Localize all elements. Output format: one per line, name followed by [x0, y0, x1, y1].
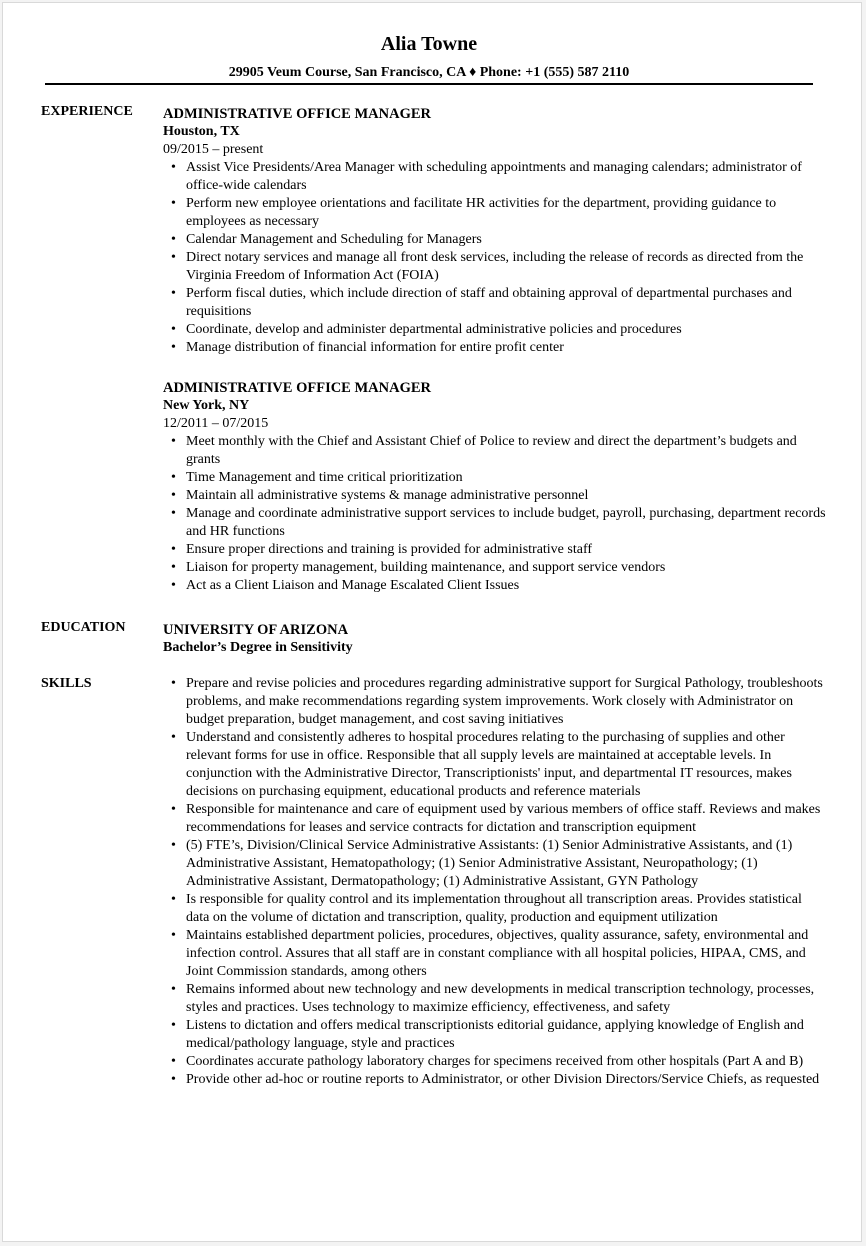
list-item: • Understand and consistently adheres to hospital procedures relating to the purchasing of supplies and other relevant forms for use in office. Responsible that all supply levels are maintained at acceptable levels. In conjunction with the Administrative Director, Transcriptionists' input, and departmental IT resources, makes decisions on purchasing equipment, educational products and reference materials: [186, 729, 828, 801]
list-item: • Responsible for maintenance and care of equipment used by various members of office staff. Reviews and makes recommendations for leases and service contracts for dictation and transcription equipment: [186, 801, 828, 837]
skills-entry: [163, 675, 828, 1089]
resume-page: [2, 2, 862, 1242]
list-item: • Maintain all administrative systems & manage administrative personnel: [186, 487, 828, 505]
list-item: • Provide other ad-hoc or routine reports to Administrator, or other Division Directors/Service Chiefs, as requested: [186, 1071, 828, 1089]
job-location: New York, NY: [163, 398, 250, 413]
list-item: • Meet monthly with the Chief and Assistant Chief of Police to review and direct the department’s budgets and grants: [186, 433, 828, 469]
list-item: • Calendar Management and Scheduling for Managers: [186, 231, 828, 249]
list-item: • Direct notary services and manage all front desk services, including the release of records as directed from the Virginia Freedom of Information Act (FOIA): [186, 249, 828, 285]
job-bullets: [163, 433, 828, 595]
list-item: • Coordinates accurate pathology laboratory charges for specimens received from other hospitals (Part A and B): [186, 1053, 828, 1071]
list-item: • Assist Vice Presidents/Area Manager with scheduling appointments and managing calendars; administrator of office-wide calendars: [186, 159, 828, 195]
list-item: • Prepare and revise policies and procedures regarding administrative support for Surgical Pathology, troubleshoots problems, and make recommendations regarding system improvements. Work closely with Administrator on budget preparation, budget management, and cost saving initiatives: [186, 675, 828, 729]
section-label-skills: SKILLS: [41, 676, 92, 691]
list-item: • Remains informed about new technology and new developments in medical transcription technology, processes, styles and practices. Uses technology to maximize efficiency, effectiveness, and safety: [186, 981, 828, 1017]
section-label-education: EDUCATION: [41, 620, 126, 635]
education-entry: [163, 621, 828, 657]
school-name: UNIVERSITY OF ARIZONA: [163, 622, 349, 638]
candidate-name: Alia Towne: [380, 33, 478, 55]
list-item: • Ensure proper directions and training is provided for administrative staff: [186, 541, 828, 559]
contact-line: 29905 Veum Course, San Francisco, CA ♦ Phone: +1 (555) 587 2110: [228, 65, 630, 80]
skills-bullets: [163, 675, 828, 1089]
header-divider: [45, 83, 813, 85]
list-item: • Coordinate, develop and administer departmental administrative policies and procedures: [186, 321, 828, 339]
degree: Bachelor’s Degree in Sensitivity: [163, 640, 353, 655]
list-item: • Manage and coordinate administrative support services to include budget, payroll, purchasing, department records and HR functions: [186, 505, 828, 541]
job-entry: [163, 379, 828, 595]
job-location: Houston, TX: [163, 124, 240, 139]
list-item: • Maintains established department policies, procedures, objectives, quality assurance, safety, environmental and infection control. Assures that all staff are in constant compliance with all hospital policies, HIPAA, CMS, and Joint Commission standards, among others: [186, 927, 828, 981]
list-item: • Listens to dictation and offers medical transcriptionists editorial guidance, applying knowledge of English and medical/pathology language, style and practices: [186, 1017, 828, 1053]
list-item: • Liaison for property management, building maintenance, and support service vendors: [186, 559, 828, 577]
job-dates: 09/2015 – present: [163, 142, 264, 157]
list-item: • Is responsible for quality control and its implementation throughout all transcription areas. Provides statistical data on the volume of dictation and transcription, quality, production and equipment utilization: [186, 891, 828, 927]
job-title: ADMINISTRATIVE OFFICE MANAGER: [163, 380, 431, 396]
list-item: • Time Management and time critical prioritization: [186, 469, 828, 487]
job-title: ADMINISTRATIVE OFFICE MANAGER: [163, 106, 431, 122]
job-dates: 12/2011 – 07/2015: [163, 416, 269, 431]
list-item: • Perform fiscal duties, which include direction of staff and obtaining approval of departmental purchases and requisitions: [186, 285, 828, 321]
list-item: • Manage distribution of financial information for entire profit center: [186, 339, 828, 357]
list-item: • Act as a Client Liaison and Manage Escalated Client Issues: [186, 577, 828, 595]
section-label-experience: EXPERIENCE: [41, 104, 133, 119]
job-entry: [163, 105, 828, 357]
list-item: • Perform new employee orientations and facilitate HR activities for the department, providing guidance to employees as necessary: [186, 195, 828, 231]
list-item: • (5) FTE’s, Division/Clinical Service Administrative Assistants: (1) Senior Administrative Assistants, and (1) Administrative Assistant, Hematopathology; (1) Senior Administrative Assistant, Neuropathology; (1) Administrative Assistant, Dermatopathology; (1) Administrative Assistant, GYN Pathology: [186, 837, 828, 891]
job-bullets: [163, 159, 828, 357]
